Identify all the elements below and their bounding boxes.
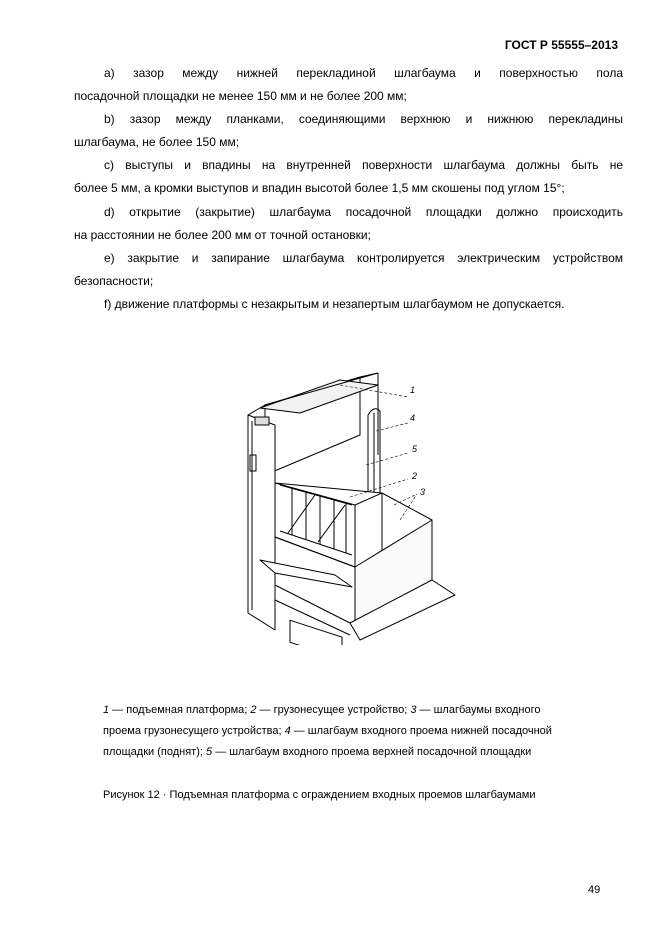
figure-legend — [103, 700, 603, 763]
legend-text: — шлагбаум входного проема верхней посадочной площадки — [212, 746, 532, 758]
paragraph-line: f) движение платформы с незакрытым и незапертым шлагбаумом не допускается. — [104, 297, 565, 311]
legend-text: проема грузонесущего устройства; — [103, 725, 285, 737]
paragraph-d — [74, 201, 623, 247]
document-header: ГОСТ Р 55555–2013 — [504, 38, 618, 52]
paragraph-line: e) закрытие и запирание шлагбаума контролируется электрическим устройством — [104, 251, 623, 265]
legend-number: 3 — [410, 704, 417, 716]
callout-2: 2 — [412, 471, 418, 481]
legend-number: 2 — [250, 704, 257, 716]
paragraph-line: a) зазор между нижней перекладиной шлагбаума и поверхностью пола — [104, 66, 623, 80]
paragraph-line: b) зазор между планками, соединяющими верхнюю и нижнюю перекладины — [104, 112, 623, 126]
paragraph-line: на расстоянии не более 200 мм от точной остановки; — [74, 228, 371, 242]
figure-title: Рисунок 12 · Подъемная платформа с ограждением входных проемов шлагбаумами — [103, 789, 536, 801]
paragraph-c — [74, 154, 623, 200]
paragraph-e — [74, 247, 623, 293]
legend-text: — шлагбаум входного проема нижней посадочной — [290, 725, 552, 737]
callout-1: 1 — [410, 385, 416, 395]
paragraph-f — [74, 293, 623, 316]
legend-text: площадки (поднят); — [103, 746, 206, 758]
paragraph-line: более 5 мм, а кромки выступов и впадин высотой более 1,5 мм скошены под углом 15°; — [74, 181, 565, 195]
legend-text: — грузонесущее устройство; — [256, 704, 411, 716]
legend-line — [103, 721, 603, 742]
paragraph-line: безопасности; — [74, 274, 154, 288]
callout-4: 4 — [410, 413, 416, 423]
legend-number: 4 — [284, 725, 291, 737]
paragraph-line: d) открытие (закрытие) шлагбаума посадочной площадки должно происходить — [104, 205, 623, 219]
legend-text: — подъемная платформа; — [109, 704, 251, 716]
paragraph-b — [74, 108, 623, 154]
legend-text: — шлагбаумы входного — [416, 704, 541, 716]
legend-line — [103, 700, 603, 721]
legend-number: 5 — [205, 746, 213, 758]
paragraph-a — [74, 62, 623, 108]
legend-number: 1 — [103, 704, 110, 716]
paragraph-line: шлагбаума, не более 150 мм; — [74, 135, 240, 149]
callout-3: 3 — [420, 487, 426, 497]
callout-5: 5 — [412, 444, 418, 454]
page-number: 49 — [588, 884, 601, 896]
paragraph-line: посадочной площадки не менее 150 мм и не более 200 мм; — [74, 89, 407, 103]
legend-line — [103, 742, 603, 763]
paragraph-line: c) выступы и впадины на внутренней поверхности шлагбаума должны быть не — [104, 158, 623, 172]
lift-platform-drawing — [200, 355, 470, 645]
